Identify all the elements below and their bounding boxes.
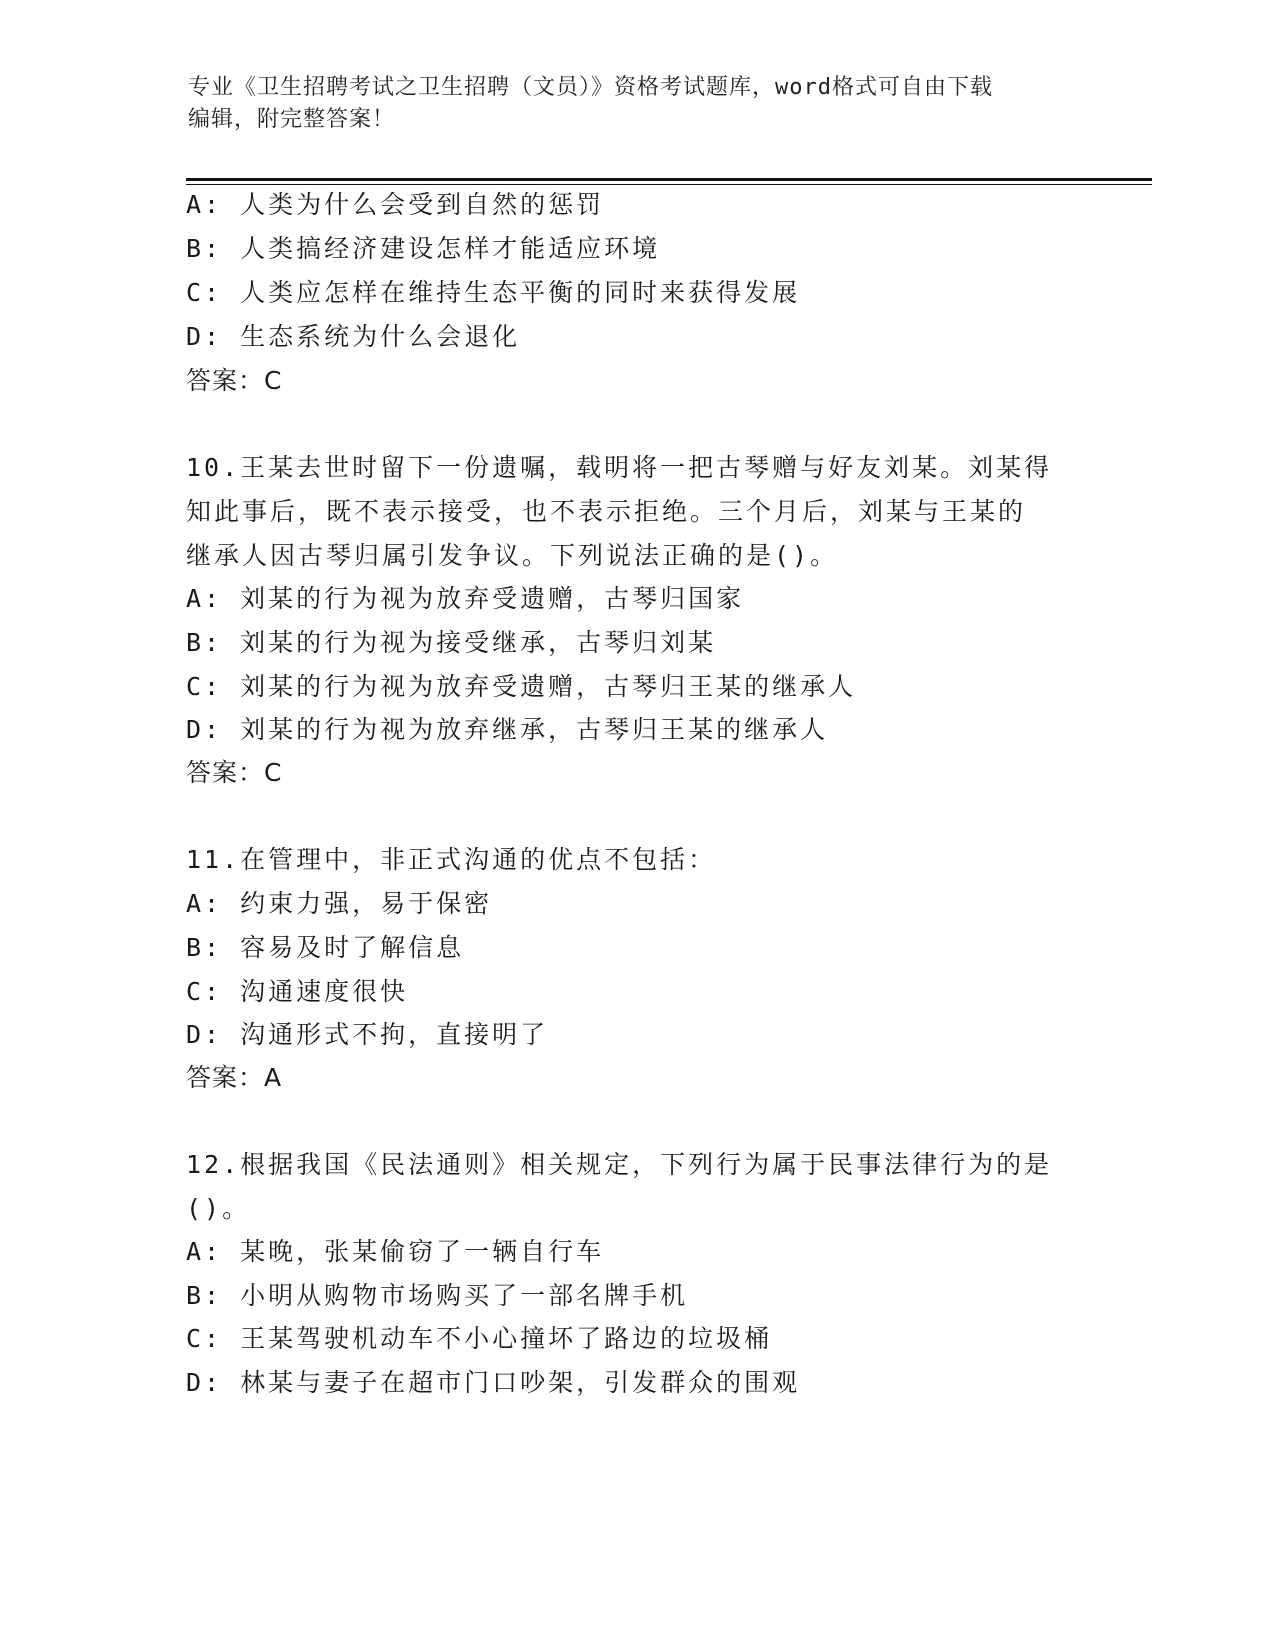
q9-option-a: A: 人类为什么会受到自然的惩罚 [186,190,605,219]
q10-answer: 答案：C [186,758,283,787]
header-line-1: 专业《卫生招聘考试之卫生招聘（文员）》资格考试题库，word格式可自由下载 [188,75,993,100]
q11-option-b: B: 容易及时了解信息 [186,933,465,962]
q9-option-b: B: 人类搞经济建设怎样才能适应环境 [186,234,661,263]
q12-option-b: B: 小明从购物市场购买了一部名牌手机 [186,1281,689,1310]
header-rule-thick [186,178,1152,181]
q9-option-c: C: 人类应怎样在维持生态平衡的同时来获得发展 [186,278,801,307]
q12-option-c: C: 王某驾驶机动车不小心撞坏了路边的垃圾桶 [186,1324,773,1353]
q11-option-a: A: 约束力强，易于保密 [186,889,493,918]
q10-option-b: B: 刘某的行为视为接受继承，古琴归刘某 [186,628,717,657]
q10-option-c: C: 刘某的行为视为放弃受遗赠，古琴归王某的继承人 [186,672,857,701]
q9-option-d: D: 生态系统为什么会退化 [186,322,521,351]
q12-option-d: D: 林某与妻子在超市门口吵架，引发群众的围观 [186,1368,801,1397]
header-line-2: 编辑，附完整答案！ [188,107,396,132]
document-header [188,72,1068,136]
q9-answer: 答案：C [186,366,283,395]
q11-answer: 答案：A [186,1063,283,1092]
q12-stem-line-1: 12.根据我国《民法通则》相关规定，下列行为属于民事法律行为的是 [186,1150,1053,1179]
q11-option-c: C: 沟通速度很快 [186,977,409,1006]
q10-option-a: A: 刘某的行为视为放弃受遗赠，古琴归国家 [186,584,745,613]
q12-option-a: A: 某晚，张某偷窃了一辆自行车 [186,1237,605,1266]
q11-option-d: D: 沟通形式不拘，直接明了 [186,1020,549,1049]
q10-stem-line-1: 10.王某去世时留下一份遗嘱，载明将一把古琴赠与好友刘某。刘某得 [186,453,1053,482]
q11-stem-line-1: 11.在管理中，非正式沟通的优点不包括： [186,845,717,874]
header-rule-thin [186,184,1152,185]
q10-stem-line-3: 继承人因古琴归属引发争议。下列说法正确的是()。 [186,541,839,570]
q10-stem-line-2: 知此事后，既不表示接受，也不表示拒绝。三个月后，刘某与王某的 [186,497,1027,526]
q10-option-d: D: 刘某的行为视为放弃继承，古琴归王某的继承人 [186,715,829,744]
q12-stem-line-2: ()。 [186,1194,251,1223]
